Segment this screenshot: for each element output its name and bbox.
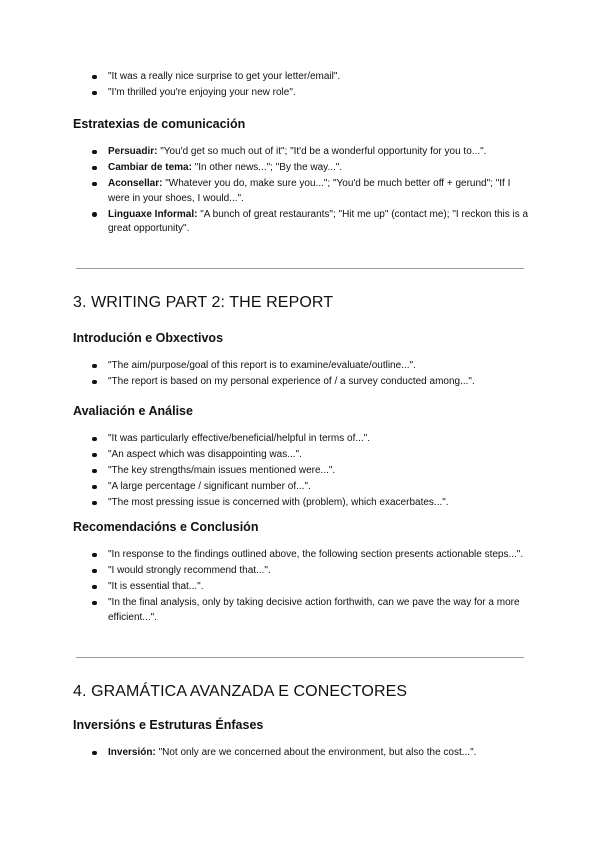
list-item: "The key strengths/main issues mentioned were...".	[0, 464, 600, 479]
subsection-heading: Recomendacións e Conclusión	[73, 520, 259, 534]
estratexias-section	[0, 116, 600, 238]
term-label: Persuadir:	[108, 146, 158, 157]
list-item: "It was particularly effective/beneficial/helpful in terms of...".	[0, 432, 600, 447]
list-item	[0, 746, 600, 761]
list-item: "A large percentage / significant number of...".	[0, 480, 600, 495]
recomendacions-subsection	[0, 519, 600, 627]
section-title: 3. WRITING PART 2: THE REPORT	[73, 294, 334, 311]
list-item	[0, 145, 600, 160]
term-label: Inversión:	[108, 747, 156, 758]
list-item: "The report is based on my personal experience of / a survey conducted among...".	[0, 375, 600, 390]
avaliacion-list	[0, 432, 600, 511]
subsection-heading: Introdución e Obxectivos	[73, 331, 224, 345]
term-text: "You'd get so much out of it"; "It'd be a wonderful opportunity for you to...".	[157, 146, 487, 157]
term-label: Linguaxe Informal:	[108, 208, 198, 220]
top-bullet-list	[0, 70, 600, 101]
avaliacion-subsection	[0, 403, 600, 512]
section-heading: Estratexias de comunicación	[73, 117, 246, 131]
list-item: "I'm thrilled you're enjoying your new role".	[0, 86, 600, 101]
term-text: "Whatever you do, make sure you..."; "You'd be much better off + gerund"; "If I were in your shoes, I would...".	[108, 178, 511, 204]
inversions-list	[0, 746, 600, 761]
term-text: "A bunch of great restaurants"; "Hit me up" (contact me); "I reckon this is a great opportunity".	[108, 208, 529, 234]
list-item: "The most pressing issue is concerned with (problem), which exacerbates...".	[0, 496, 600, 511]
list-item: "In response to the findings outlined above, the following section presents actionable steps...".	[0, 548, 600, 563]
list-item: "I would strongly recommend that...".	[0, 564, 600, 579]
section-title: 4. GRAMÁTICA AVANZADA E CONECTORES	[73, 683, 408, 700]
section-4	[0, 682, 600, 702]
section-divider	[76, 657, 524, 658]
list-item: "The aim/purpose/goal of this report is to examine/evaluate/outline...".	[0, 359, 600, 374]
list-item: "It is essential that...".	[0, 580, 600, 595]
estratexias-list	[0, 145, 600, 237]
recomendacions-list	[0, 548, 600, 625]
section-divider	[76, 268, 524, 269]
intro-list	[0, 359, 600, 390]
term-text: "In other news..."; "By the way...".	[191, 162, 343, 173]
list-item: "An aspect which was disappointing was...".	[0, 448, 600, 463]
top-bullet-list-block	[0, 70, 600, 102]
inversions-subsection	[0, 717, 600, 762]
subsection-heading: Avaliación e Análise	[73, 404, 193, 418]
term-label: Aconsellar:	[108, 178, 163, 189]
section-3	[0, 293, 600, 313]
intro-subsection	[0, 330, 600, 391]
list-item	[0, 208, 600, 237]
list-item: "In the final analysis, only by taking decisive action forthwith, can we pave the way for a more efficient...".	[0, 596, 600, 625]
term-text: "Not only are we concerned about the environment, but also the cost...".	[155, 747, 477, 758]
subsection-heading: Inversións e Estruturas Énfases	[73, 718, 264, 732]
term-label: Cambiar de tema:	[108, 162, 192, 173]
list-item: "It was a really nice surprise to get your letter/email".	[0, 70, 600, 85]
list-item	[0, 177, 600, 206]
list-item	[0, 161, 600, 176]
